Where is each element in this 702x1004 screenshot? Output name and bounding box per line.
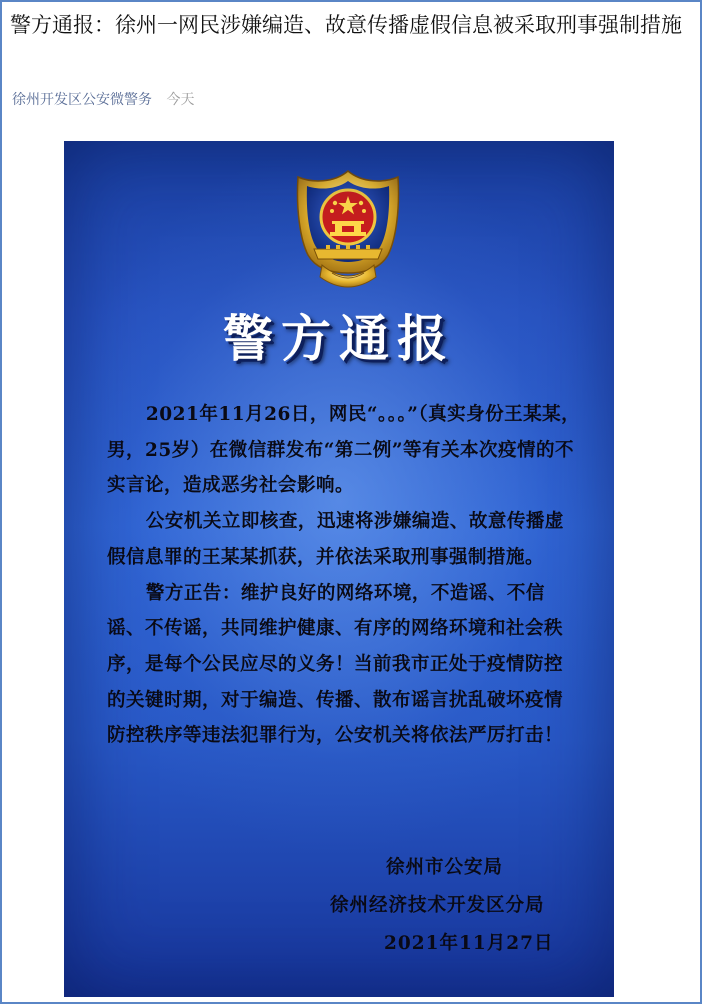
poster-heading: 警方通报	[223, 310, 455, 368]
notice-paragraph: 2021年11月26日，网民“。。。”（真实身份王某某，男，25岁）在微信群发布“第二例”等有关本次疫情的不实言论，造成恶劣社会影响。	[107, 404, 581, 497]
notice-body	[107, 397, 581, 754]
article-meta	[12, 90, 194, 110]
police-notice-poster	[64, 141, 614, 997]
signature-org-city: 徐州市公安局	[386, 857, 504, 878]
signature-date: 2021年11月27日	[384, 933, 554, 954]
notice-paragraph: 警方正告：维护良好的网络环境，不造谣、不信谣、不传谣，共同维护健康、有序的网络环境和社会秩序，是每个公民应尽的义务！当前我市正处于疫情防控的关键时期，对于编造、传播、散布谣言扰乱破坏疫情防控秩序等违法犯罪行为，公安机关将依法严厉打击！	[107, 582, 564, 747]
notice-paragraph: 公安机关立即核查，迅速将涉嫌编造、故意传播虚假信息罪的王某某抓获，并依法采取刑事强制措施。	[107, 511, 564, 568]
article-title: 警方通报：徐州一网民涉嫌编造、故意传播虚假信息被采取刑事强制措施	[10, 13, 682, 37]
publish-time: 今天	[166, 92, 195, 108]
signature-org-branch: 徐州经济技术开发区分局	[330, 895, 545, 916]
account-name-link[interactable]: 徐州开发区公安微警务	[12, 92, 152, 108]
police-badge-icon	[292, 169, 404, 299]
